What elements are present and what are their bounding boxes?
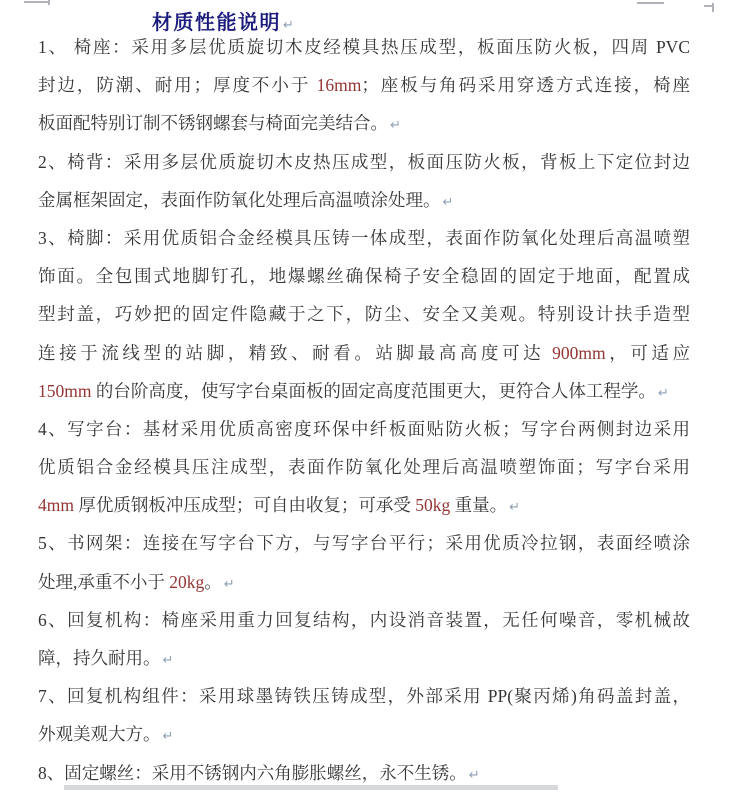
text-segment: 外观美观大方。 xyxy=(38,724,161,745)
paragraph-mark-icon: ↵ xyxy=(509,500,521,516)
text-line xyxy=(38,563,690,601)
page-boundary-mark xyxy=(24,1,50,3)
measurement-text: 150mm xyxy=(38,380,92,401)
text-segment: 障，持久耐用。 xyxy=(38,648,161,668)
text-segment: 。 xyxy=(204,571,222,592)
page-boundary-mark xyxy=(48,0,50,5)
paragraph-6 xyxy=(38,601,690,677)
document-body xyxy=(38,28,690,792)
text-segment: 7、回复机构组件：采用球墨铸铁压铸成型，外部采用 PP(聚丙烯)角码盖封盖， xyxy=(38,686,690,707)
paragraph-3 xyxy=(38,219,690,410)
text-segment: 2、椅背：采用多层优质旋切木皮热压成型，板面压防火板，背板上下定位封边 xyxy=(38,151,690,172)
text-segment: 8、固定螺丝：采用不锈钢内六角膨胀螺丝，永不生锈。 xyxy=(38,762,467,783)
text-segment: 处理,承重不小于 xyxy=(38,571,170,592)
text-line xyxy=(38,601,690,639)
text-segment: 连接于流线型的站脚，精致、耐看。站脚最高高度可达 xyxy=(38,342,553,363)
paragraph-mark-icon: ↵ xyxy=(390,118,401,134)
paragraph-2 xyxy=(38,143,690,219)
text-segment: 5、书网架：连接在写字台下方，与写字台平行；采用优质冷拉钢，表面经喷涂 xyxy=(38,533,690,554)
paragraph-mark-icon: ↵ xyxy=(442,194,454,210)
text-segment: 优质铝合金经模具压注成型，表面作防氧化处理后高温喷塑饰面；写字台采用 xyxy=(38,457,690,478)
paragraph-4 xyxy=(38,410,690,525)
text-line xyxy=(38,104,690,142)
text-segment: 封边，防潮、耐用；厚度不小于 xyxy=(38,75,317,96)
text-line xyxy=(38,334,690,372)
text-line xyxy=(38,448,690,486)
text-line xyxy=(38,677,690,715)
text-segment: 重量。 xyxy=(450,495,508,516)
text-line xyxy=(38,524,690,562)
measurement-text: 50kg xyxy=(415,495,451,516)
text-segment: 厚优质钢板冲压成型；可自由收复；可承受 xyxy=(73,495,416,516)
paragraph-mark-icon: ↵ xyxy=(283,18,294,33)
text-line xyxy=(38,410,690,448)
text-line xyxy=(38,715,690,753)
text-segment: 板面配特别订制不锈钢螺套与椅面完美结合。 xyxy=(38,113,388,134)
paragraph-mark-icon: ↵ xyxy=(468,767,480,783)
measurement-text: 16mm xyxy=(316,75,362,96)
text-line xyxy=(38,181,690,219)
text-line xyxy=(38,639,690,677)
paragraph-7 xyxy=(38,677,690,753)
text-line xyxy=(38,486,690,524)
text-segment: 的台阶高度，使写字台桌面板的固定高度范围更大，更符合人体工程学。 xyxy=(91,380,656,401)
text-line xyxy=(38,219,690,257)
paragraph-mark-icon: ↵ xyxy=(223,576,235,592)
paragraph-mark-icon: ↵ xyxy=(162,729,174,745)
text-segment: 6、回复机构：椅座采用重力回复结构，内设消音装置，无任何噪音，零机械故 xyxy=(38,609,690,630)
paragraph-mark-icon: ↵ xyxy=(657,385,669,401)
page-boundary-mark xyxy=(704,5,714,7)
text-segment: 饰面。全包围式地脚钉孔，地爆螺丝确保椅子安全稳固的固定于地面，配置成 xyxy=(38,266,690,287)
page-title-text: 材质性能说明 xyxy=(152,12,281,34)
text-line xyxy=(38,257,690,295)
page-boundary-mark xyxy=(637,2,664,4)
text-segment: 4、写字台：基材采用优质高密度环保中纤板面贴防火板；写字台两侧封边采用 xyxy=(38,418,690,439)
bottom-gray-bar xyxy=(64,785,558,790)
paragraph-1 xyxy=(38,28,690,143)
measurement-text: 900mm xyxy=(552,342,606,363)
measurement-text: 4mm xyxy=(38,495,74,516)
text-line xyxy=(38,372,690,410)
paragraph-5 xyxy=(38,524,690,600)
text-line xyxy=(38,28,690,66)
text-segment: 型封盖，巧妙把的固定件隐藏于之下，防尘、安全又美观。特别设计扶手造型 xyxy=(38,304,690,325)
paragraph-mark-icon: ↵ xyxy=(162,653,174,668)
text-segment: 3、椅脚：采用优质铝合金经模具压铸一体成型，表面作防氧化处理后高温喷塑 xyxy=(38,227,690,248)
text-line xyxy=(38,143,690,181)
measurement-text: 20kg xyxy=(169,571,205,592)
text-segment: ，可适应 xyxy=(605,342,690,363)
text-segment: ；座板与角码采用穿透方式连接，椅座 xyxy=(361,75,690,96)
text-segment: 1、 椅座：采用多层优质旋切木皮经模具热压成型，板面压防火板，四周 PVC xyxy=(38,37,690,57)
text-segment: 金属框架固定，表面作防氧化处理后高温喷涂处理。 xyxy=(38,189,441,210)
text-line xyxy=(38,295,690,333)
text-line xyxy=(38,66,690,104)
